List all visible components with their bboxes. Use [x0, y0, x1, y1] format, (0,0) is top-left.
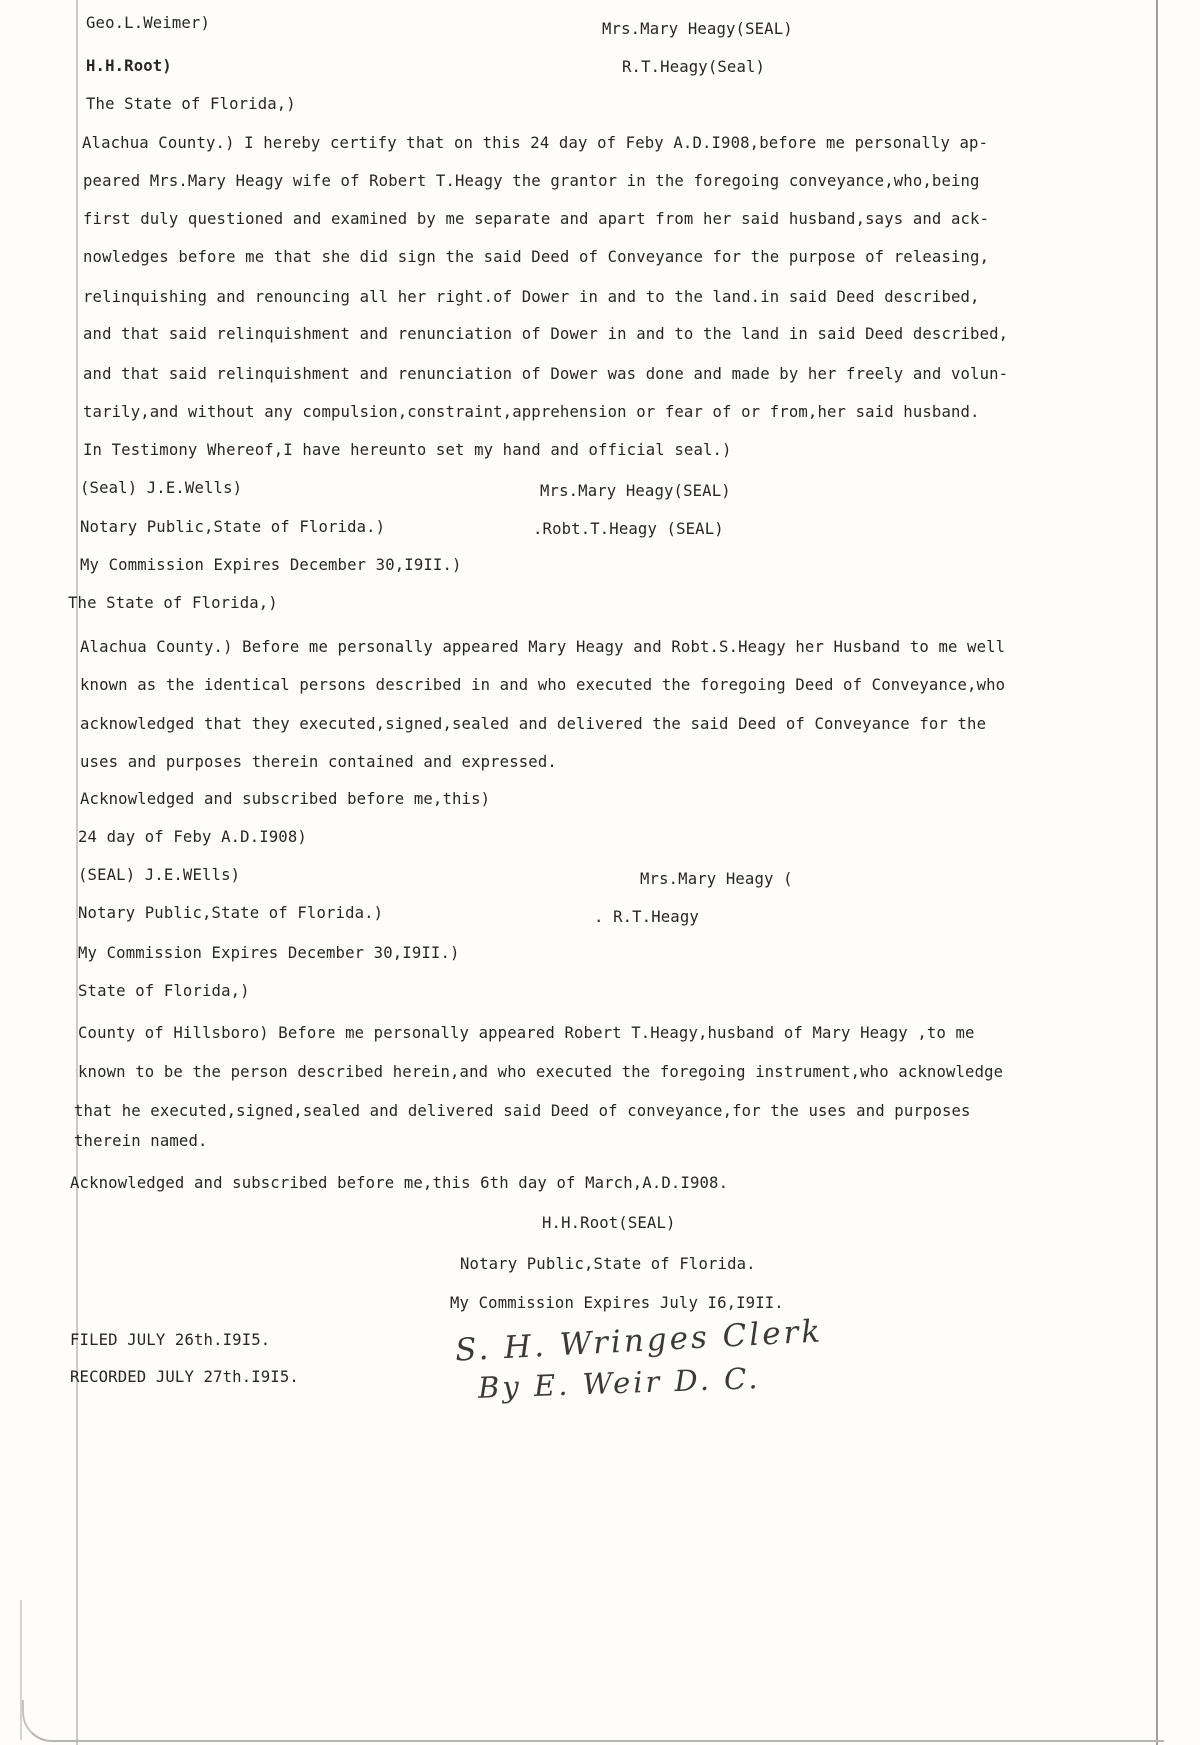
- page-bottom-edge: [22, 1700, 1164, 1742]
- ack3-line-3: that he executed,signed,sealed and delivered said Deed of conveyance,for the uses and purposes: [74, 1102, 971, 1120]
- ack2-line-2: known as the identical persons described in and who executed the foregoing Deed of Conveyance,who: [80, 676, 1006, 694]
- ack2-signer-2: . R.T.Heagy: [594, 908, 699, 926]
- ack1-line-7: and that said relinquishment and renunciation of Dower was done and made by her freely and volun-: [83, 365, 1009, 383]
- ack3-line-2: known to be the person described herein,and who executed the foregoing instrument,who acknowledge: [78, 1063, 1004, 1081]
- ack3-line-1: County of Hillsboro) Before me personally appeared Robert T.Heagy,husband of Mary Heagy ,to me: [78, 1024, 975, 1042]
- ack3-line-4: therein named.: [74, 1132, 208, 1150]
- ack1-line-4: nowledges before me that she did sign the said Deed of Conveyance for the purpose of releasing,: [83, 248, 990, 266]
- ack1-line-2: peared Mrs.Mary Heagy wife of Robert T.Heagy the grantor in the foregoing conveyance,who,being: [83, 172, 980, 190]
- ack1-line-6: and that said relinquishment and renunciation of Dower in and to the land in said Deed described,: [83, 325, 1009, 343]
- ack3-notary-name: H.H.Root(SEAL): [542, 1214, 676, 1232]
- ack1-line-8: tarily,and without any compulsion,constraint,apprehension or fear of or from,her said husband.: [83, 403, 980, 421]
- ack1-commission: My Commission Expires December 30,I9II.): [80, 556, 462, 574]
- ack1-line-1: Alachua County.) I hereby certify that on this 24 day of Feby A.D.I908,before me personally ap-: [82, 134, 989, 152]
- ack1-signer-2: .Robt.T.Heagy (SEAL): [533, 520, 724, 538]
- right-page-edge: [1156, 0, 1158, 1745]
- ack1-line-5: relinquishing and renouncing all her right.of Dower in and to the land.in said Deed described,: [83, 288, 980, 306]
- ack3-state: State of Florida,): [78, 982, 250, 1000]
- ack2-state: The State of Florida,): [68, 594, 278, 612]
- ack2-commission: My Commission Expires December 30,I9II.): [78, 944, 460, 962]
- signer-2: R.T.Heagy(Seal): [622, 58, 766, 76]
- ack2-signer-1: Mrs.Mary Heagy (: [640, 870, 793, 888]
- ack2-line-4: uses and purposes therein contained and expressed.: [80, 753, 557, 771]
- ack1-state: The State of Florida,): [86, 95, 296, 113]
- witness-1: Geo.L.Weimer): [86, 14, 210, 32]
- left-edge-line: [20, 1600, 22, 1740]
- filed-date: FILED JULY 26th.I9I5.: [70, 1331, 271, 1349]
- ack2-line-6: 24 day of Feby A.D.I908): [78, 828, 307, 846]
- ack3-line-5: Acknowledged and subscribed before me,this 6th day of March,A.D.I908.: [70, 1174, 729, 1192]
- ack2-notary-name: (SEAL) J.E.WElls): [78, 866, 241, 884]
- ack2-line-1: Alachua County.) Before me personally appeared Mary Heagy and Robt.S.Heagy her Husband to me well: [80, 638, 1006, 656]
- ack1-notary-name: (Seal) J.E.Wells): [80, 479, 243, 497]
- ack2-line-5: Acknowledged and subscribed before me,this): [80, 790, 491, 808]
- ack1-testimony: In Testimony Whereof,I have hereunto set my hand and official seal.): [83, 441, 732, 459]
- ack2-line-3: acknowledged that they executed,signed,sealed and delivered the said Deed of Conveyance for the: [80, 715, 987, 733]
- ack1-signer-1: Mrs.Mary Heagy(SEAL): [540, 482, 731, 500]
- witness-2: H.H.Root): [86, 57, 172, 75]
- ack3-commission: My Commission Expires July I6,I9II.: [450, 1294, 784, 1312]
- ack2-notary-title: Notary Public,State of Florida.): [78, 904, 384, 922]
- deputy-signature: By E. Weir D. C.: [477, 1361, 762, 1405]
- ack1-line-3: first duly questioned and examined by me separate and apart from her said husband,says and ack-: [83, 210, 990, 228]
- ack3-notary-title: Notary Public,State of Florida.: [460, 1255, 756, 1273]
- recorded-date: RECORDED JULY 27th.I9I5.: [70, 1368, 299, 1386]
- ack1-notary-title: Notary Public,State of Florida.): [80, 518, 386, 536]
- signer-1: Mrs.Mary Heagy(SEAL): [602, 20, 793, 38]
- clerk-signature: S. H. Wringes Clerk: [454, 1313, 824, 1369]
